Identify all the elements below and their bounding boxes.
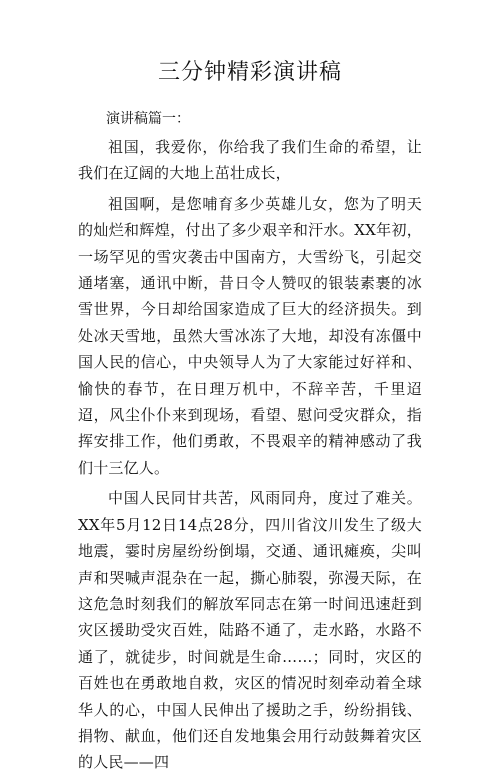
paragraph-1: 祖国，我爱你，你给我了我们生命的希望，让我们在辽阔的大地上茁壮成长， bbox=[78, 138, 422, 183]
page-title: 三分钟精彩演讲稿 bbox=[157, 60, 342, 85]
section-label: 演讲稿篇一： bbox=[106, 111, 190, 127]
paragraph-3: 中国人民同甘共苦，风雨同舟，度过了难关。XX年5月12日14点28分，四川省汶川发生了级大地震，霎时房屋纷纷倒塌，交通、通讯瘫痪，尖叫声和哭喊声混杂在一起，撕心肺裂，弥漫天际，在这危急时刻我们的解放军同志在第一时间迅速赶到灾区援助受灾百姓，陆路不通了，走水路，水路不通了，就徒步，时间就是生命……；同时，灾区的百姓也在勇敢地自救，灾区的情况时刻牵动着全球华人的心，中国人民伸出了援助之手，纷纷捐钱、捐物、献血，他们还自发地集会用行动鼓舞着灾区的人民——四 bbox=[78, 489, 422, 772]
paragraph-2: 祖国啊，是您哺育多少英雄儿女，您为了明天的灿烂和辉煌，付出了多少艰辛和汗水。XX年初，一场罕见的雪灾袭击中国南方，大雪纷飞，引起交通堵塞，通讯中断，昔日令人赞叹的银装素裹的冰雪世界，今日却给国家造成了巨大的经济损失。到处冰天雪地，虽然大雪冰冻了大地，却没有冻僵中国人民的信心，中央领导人为了大家能过好祥和、愉快的春节，在日理万机中，不辞辛苦，千里迢迢，风尘仆仆来到现场，看望、慰问受灾群众，指挥安排工作，他们勇敢，不畏艰辛的精神感动了我们十三亿人。 bbox=[78, 194, 422, 477]
